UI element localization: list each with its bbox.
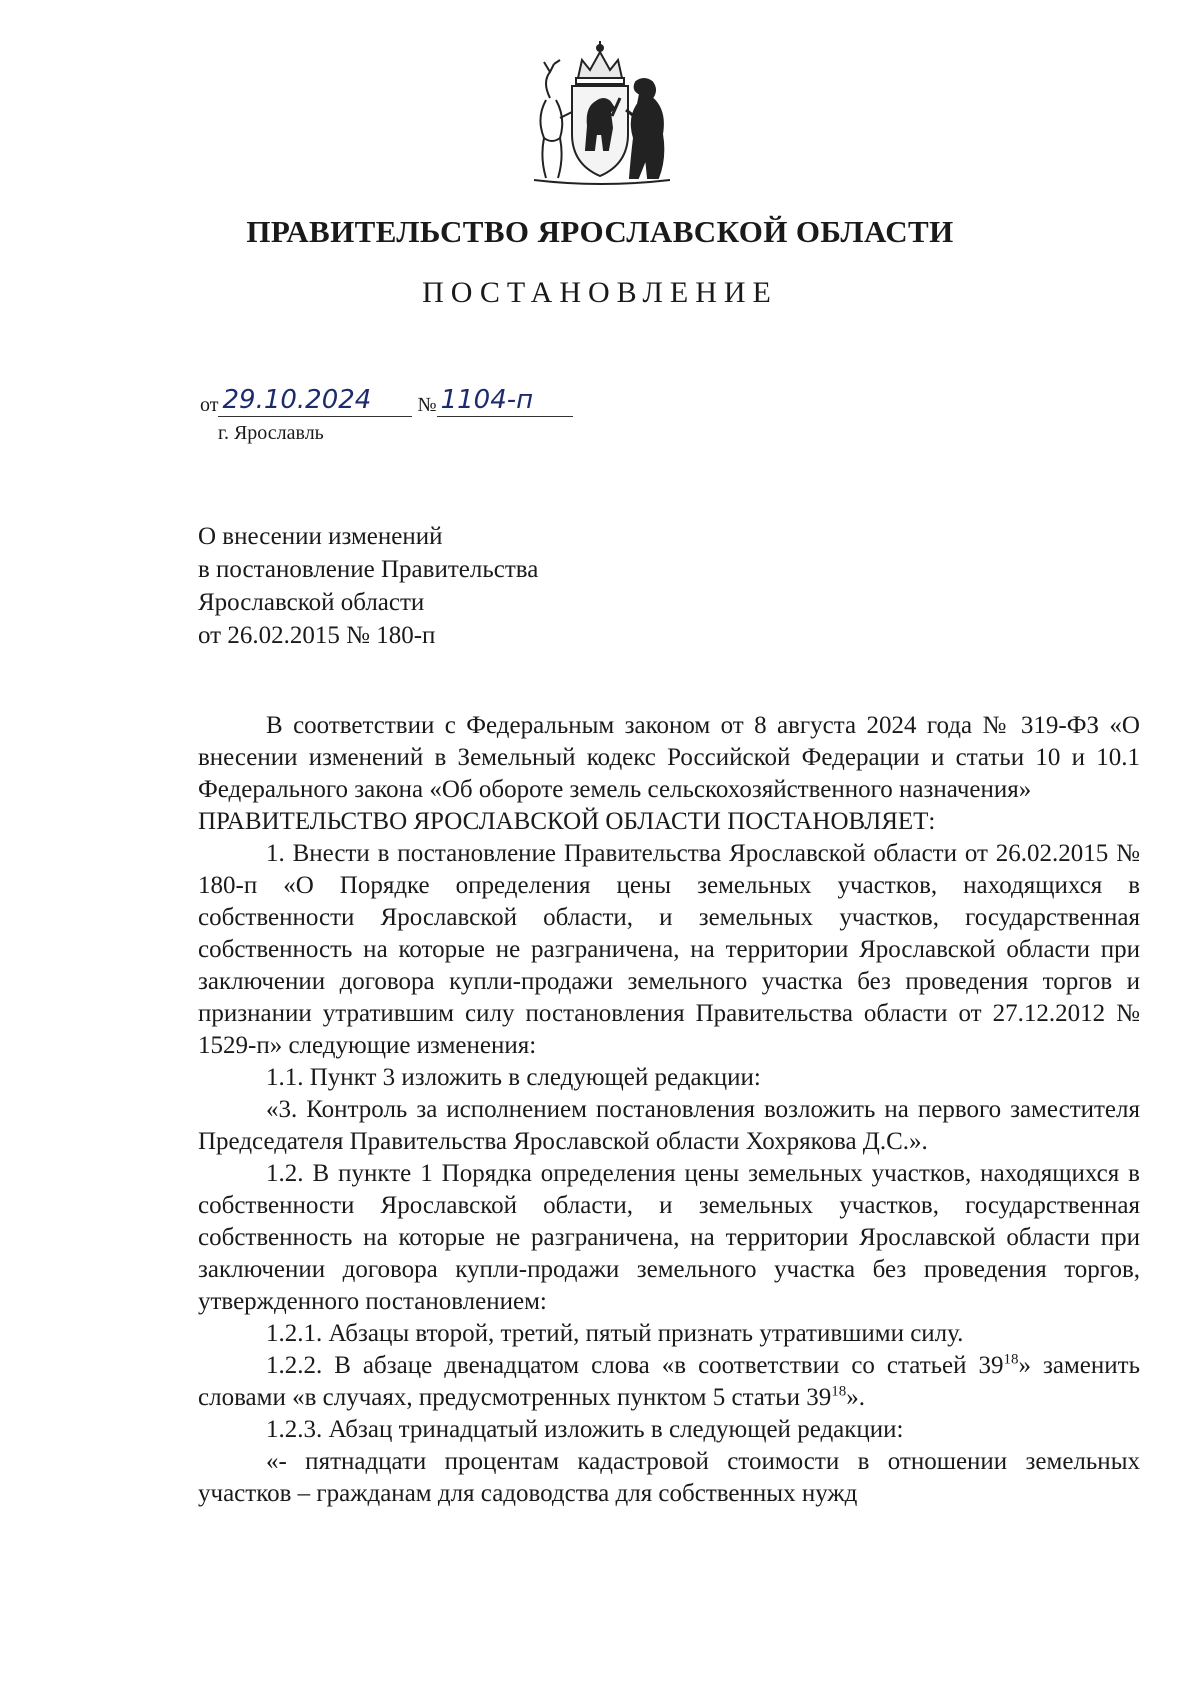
handwritten-number: 1104-п — [437, 384, 573, 417]
clause-1-2-2-part-b: » заменить словами «в случаях, предусмотренных пунктом 5 статьи 39 — [198, 1352, 1140, 1411]
date-number-line — [200, 384, 573, 418]
clause-1-2-2 — [198, 1350, 1140, 1414]
clause-1-1: 1.1. Пункт 3 изложить в следующей редакции: — [266, 1064, 761, 1091]
city: г. Ярославль — [218, 422, 324, 444]
clause-1-2-2-part-a: 1.2.2. В абзаце двенадцатом слова «в соответствии со статьей 39 — [266, 1352, 1004, 1379]
organization-name: ПРАВИТЕЛЬСТВО ЯРОСЛАВСКОЙ ОБЛАСТИ — [246, 214, 954, 249]
clause-1-2: 1.2. В пункте 1 Порядка определения цены земельных участков, находящихся в собственности Ярославской области, и земельных участков, государственная собственность на которые не разграничена, на территории Ярославской области при заключении договора купли-продажи земельного участка без проведения торгов, утвержденного постановлением: — [198, 1160, 1140, 1315]
title-line: от 26.02.2015 № 180-п — [198, 622, 436, 649]
superscript-18: 18 — [831, 1383, 847, 1400]
clause-1-2-1: 1.2.1. Абзацы второй, третий, пятый признать утратившими силу. — [266, 1320, 964, 1347]
resolution-statement: ПРАВИТЕЛЬСТВО ЯРОСЛАВСКОЙ ОБЛАСТИ ПОСТАНОВЛЯЕТ: — [198, 808, 936, 835]
document-title — [198, 520, 698, 652]
clause-1-2-3-text: «- пятнадцати процентам кадастровой стоимости в отношении земельных участков – гражданам для садоводства для собственных нужд — [198, 1448, 1140, 1507]
number-prefix: № — [417, 394, 437, 416]
document-body — [198, 710, 1140, 1510]
preamble-paragraph: В соответствии с Федеральным законом от 8 августа 2024 года № 319-ФЗ «О внесении изменений в Земельный кодекс Российской Федерации и статьи 10 и 10.1 Федерального закона «Об обороте земель сельскохозяйственного назначения» — [198, 712, 1140, 803]
clause-1-2-3: 1.2.3. Абзац тринадцатый изложить в следующей редакции: — [266, 1416, 904, 1443]
clause-3-text: «3. Контроль за исполнением постановления возложить на первого заместителя Председателя Правительства Ярославской области Хохрякова Д.С.». — [198, 1096, 1140, 1155]
title-line: в постановление Правительства — [198, 556, 539, 583]
handwritten-date: 29.10.2024 — [218, 384, 412, 417]
coat-of-arms-emblem — [520, 38, 680, 188]
title-line: Ярославской области — [198, 589, 425, 616]
document-type: ПОСТАНОВЛЕНИЕ — [422, 276, 778, 309]
clause-1: 1. Внести в постановление Правительства Ярославской области от 26.02.2015 № 180-п «О Порядке определения цены земельных участков, находящихся в собственности Ярославской области, и земельных участков, государственная собственность на которые не разграничена, на территории Ярославской области при заключении договора купли-продажи земельного участка без проведения торгов и признании утратившим силу постановления Правительства области от 27.12.2012 № 1529-п» следующие изменения: — [198, 840, 1140, 1059]
clause-1-2-2-part-c: ». — [846, 1384, 865, 1411]
title-line: О внесении изменений — [198, 523, 443, 550]
superscript-18: 18 — [1003, 1351, 1019, 1368]
date-prefix: от — [200, 394, 219, 416]
